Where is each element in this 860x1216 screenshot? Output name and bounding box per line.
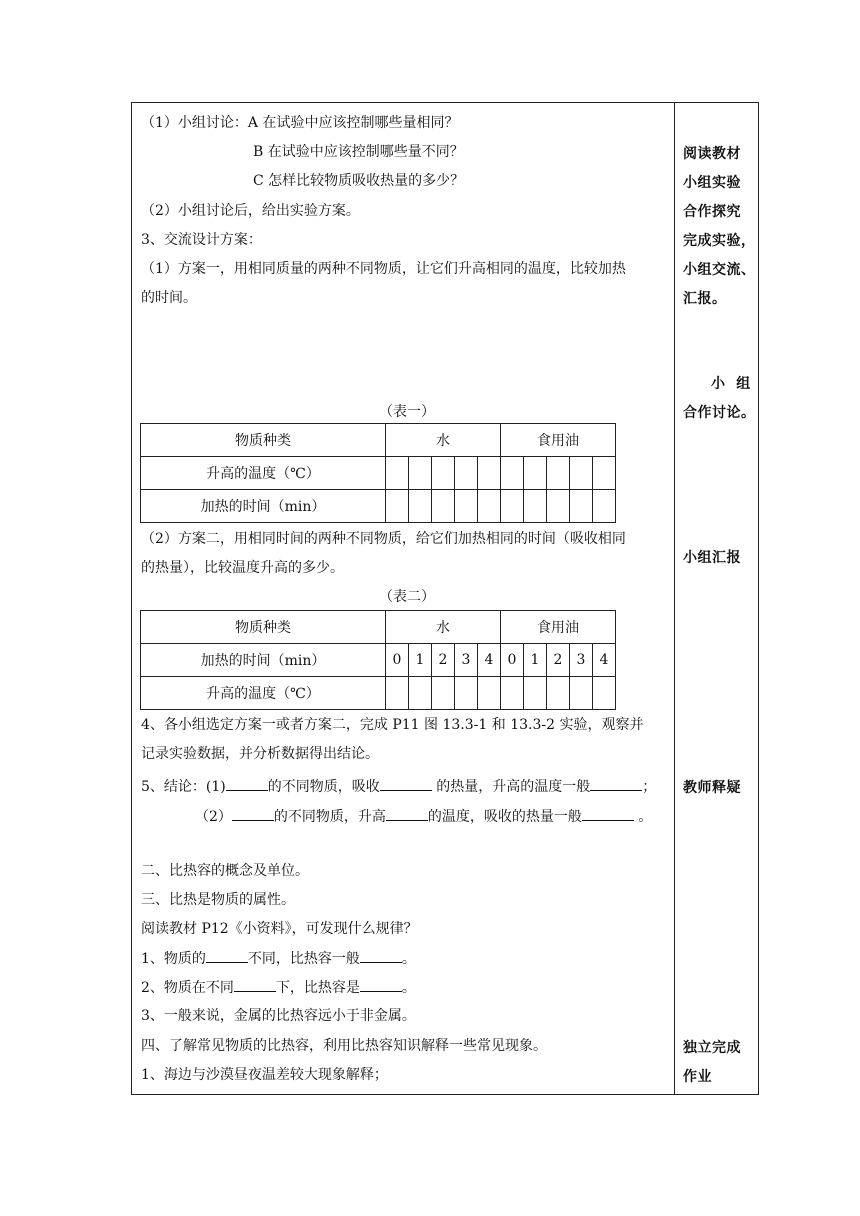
blank-cell: [432, 677, 455, 710]
fill-blank[interactable]: [386, 806, 428, 821]
blank-cell: [570, 677, 593, 710]
blank-cell: [593, 490, 616, 523]
table-row: [141, 424, 616, 457]
blank-cell: [455, 457, 478, 490]
blank-cell: [547, 490, 570, 523]
blank-cell: [386, 490, 409, 523]
table-header-cell: 物质种类: [141, 611, 386, 644]
fill-blank[interactable]: [360, 977, 402, 992]
step-4-line-1: 4、各小组选定方案一或者方案二，完成 P11 图 13.3-1 和 13.3-2 实验，观察并: [141, 717, 644, 733]
blank-cell: [455, 677, 478, 710]
blank-cell: [386, 677, 409, 710]
plan-2-line-1: （2）方案二，用相同时间的两种不同物质，给它们加热相同的时间（吸收相同: [141, 531, 626, 547]
blank-cell: [547, 677, 570, 710]
conclusion-1: [141, 776, 656, 797]
time-cell: 0: [386, 644, 409, 677]
blank-cell: [501, 457, 524, 490]
side-note-read: 阅读教材: [683, 146, 741, 162]
time-cell: 3: [570, 644, 593, 677]
blank-cell: [501, 490, 524, 523]
water-column-header: 水: [386, 611, 501, 644]
conclusion-text: ；: [642, 779, 657, 795]
conclusion-prefix: （2）: [195, 809, 232, 825]
fill-blank[interactable]: [234, 977, 276, 992]
rule-1: [141, 948, 416, 969]
plan-2-line-2: 的热量），比较温度升高的多少。: [141, 560, 344, 576]
rule-3: 3、一般来说，金属的比热容远小于非金属。: [141, 1008, 416, 1024]
table-header-cell: 物质种类: [141, 424, 386, 457]
oil-column-header: 食用油: [501, 611, 616, 644]
time-cell: 2: [547, 644, 570, 677]
side-note-complete: 完成实验，: [683, 233, 756, 249]
time-cell: 3: [455, 644, 478, 677]
blank-cell: [593, 457, 616, 490]
blank-cell: [570, 490, 593, 523]
fill-blank[interactable]: [582, 806, 634, 821]
row-label: 升高的温度（℃）: [141, 677, 386, 710]
blank-cell: [432, 490, 455, 523]
conclusion-text: 的温度，吸收的热量一般: [427, 809, 582, 825]
blank-cell: [432, 457, 455, 490]
side-note-discuss: 合作讨论。: [683, 405, 756, 421]
section-4-heading: 四、了解常见物质的比热容，利用比热容知识解释一些常见现象。: [141, 1038, 547, 1054]
conclusion-text: 的热量，升高的温度一般: [431, 779, 591, 795]
table-row: [141, 457, 616, 490]
section-3-heading: 3、交流设计方案：: [141, 232, 262, 248]
row-label: 加热的时间（min）: [141, 490, 386, 523]
conclusion-text: 。: [633, 809, 653, 825]
side-note-group: 小 组: [711, 376, 751, 392]
side-note-group-report: 小组汇报: [683, 550, 741, 566]
side-note-report: 汇报。: [683, 291, 727, 307]
side-note-homework: 作业: [683, 1069, 712, 1085]
rule-text: 不同，比热容一般: [247, 951, 360, 967]
side-note-exchange: 小组交流、: [683, 262, 756, 278]
row-label: 升高的温度（℃）: [141, 457, 386, 490]
fill-blank[interactable]: [590, 776, 642, 791]
blank-cell: [524, 677, 547, 710]
table-1-caption: （表一）: [379, 404, 435, 420]
time-cell: 4: [593, 644, 616, 677]
section-2-heading: 二、比热容的概念及单位。: [141, 863, 309, 879]
table-1: [140, 423, 616, 523]
rule-text: 2、物质在不同: [141, 980, 234, 996]
water-column-header: 水: [386, 424, 501, 457]
side-note-cooperate: 合作探究: [683, 204, 741, 220]
table-row: [141, 611, 616, 644]
conclusion-2: [195, 806, 652, 827]
question-a: （1）小组讨论：A 在试验中应该控制哪些量相同？: [141, 115, 459, 131]
section-3-title: 三、比热是物质的属性。: [141, 892, 295, 908]
blank-cell: [386, 457, 409, 490]
blank-cell: [570, 457, 593, 490]
rule-text: 。: [401, 951, 416, 967]
time-cell: 1: [409, 644, 432, 677]
blank-cell: [547, 457, 570, 490]
table-row: [141, 677, 616, 710]
time-cell: 1: [524, 644, 547, 677]
conclusion-prefix: 5、结论：(1): [141, 779, 226, 795]
oil-column-header: 食用油: [501, 424, 616, 457]
time-cell: 4: [478, 644, 501, 677]
blank-cell: [409, 490, 432, 523]
fill-blank[interactable]: [380, 776, 432, 791]
side-note-teacher: 教师释疑: [683, 780, 741, 796]
time-cell: 0: [501, 644, 524, 677]
conclusion-text: 的不同物质，升高: [273, 809, 386, 825]
step-4-line-2: 记录实验数据，并分析数据得出结论。: [141, 746, 379, 762]
reading-prompt: 阅读教材 P12《小资料》，可发现什么规律？: [141, 921, 418, 937]
blank-cell: [524, 457, 547, 490]
fill-blank[interactable]: [232, 806, 274, 821]
table-row: [141, 490, 616, 523]
table-2: [140, 610, 616, 710]
discussion-step: （2）小组讨论后，给出实验方案。: [141, 203, 360, 219]
fill-blank[interactable]: [226, 776, 268, 791]
table-2-caption: （表二）: [379, 589, 435, 605]
rule-text: 下，比热容是: [275, 980, 360, 996]
blank-cell: [478, 457, 501, 490]
blank-cell: [409, 457, 432, 490]
plan-1-line-1: （1）方案一，用相同质量的两种不同物质，让它们升高相同的温度，比较加热: [141, 261, 626, 277]
table-row: [141, 644, 616, 677]
blank-cell: [455, 490, 478, 523]
row-label: 加热的时间（min）: [141, 644, 386, 677]
question-c: C 怎样比较物质吸收热量的多少？: [253, 173, 465, 189]
plan-1-line-2: 的时间。: [141, 290, 197, 306]
rule-2: [141, 977, 416, 998]
time-cell: 2: [432, 644, 455, 677]
conclusion-text: 的不同物质，吸收: [267, 779, 380, 795]
rule-text: 1、物质的: [141, 951, 206, 967]
blank-cell: [593, 677, 616, 710]
blank-cell: [524, 490, 547, 523]
question-b: B 在试验中应该控制哪些量不同？: [253, 144, 464, 160]
section-4-item-1: 1、海边与沙漠昼夜温差较大现象解释；: [141, 1067, 388, 1083]
rule-text: 。: [401, 980, 416, 996]
blank-cell: [478, 490, 501, 523]
blank-cell: [478, 677, 501, 710]
blank-cell: [501, 677, 524, 710]
fill-blank[interactable]: [360, 948, 402, 963]
side-note-experiment: 小组实验: [683, 175, 741, 191]
lesson-table-frame: [131, 102, 759, 1095]
column-divider: [674, 102, 675, 1095]
blank-cell: [409, 677, 432, 710]
side-note-independent: 独立完成: [683, 1040, 741, 1056]
fill-blank[interactable]: [206, 948, 248, 963]
